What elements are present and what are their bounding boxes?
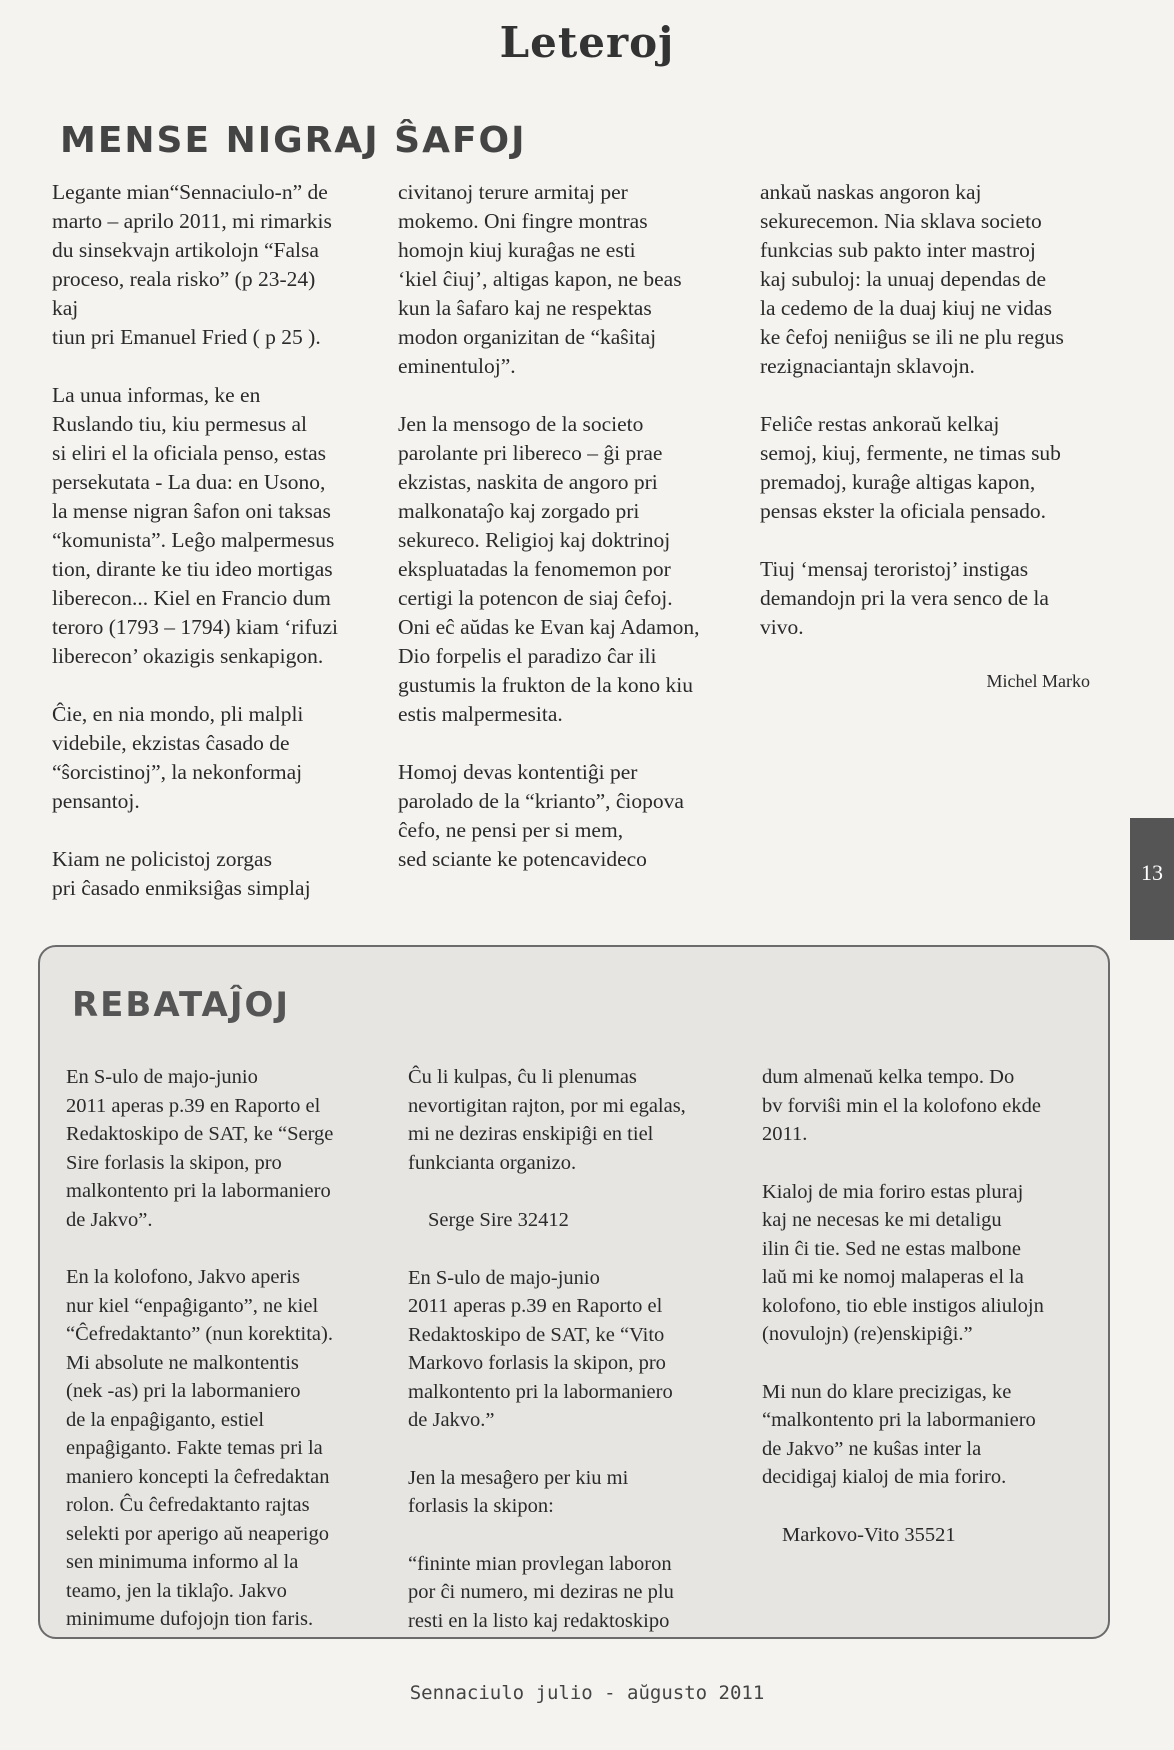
rebatajoj-title: REBATAĴOJ [72,985,291,1025]
article2-column-3 [762,1063,1092,1578]
paragraph: dum almenaŭ kelka tempo. Do bv forviŝi min el la kolofono ekde 2011. [762,1066,1041,1145]
paragraph: Kiam ne policistoj zorgas pri ĉasado enmiksiĝas simplaj [52,847,311,900]
page-number: 13 [1141,860,1163,885]
article2-column-2 [408,1063,738,1664]
article1-column-3 [760,178,1090,696]
paragraph: En la kolofono, Jakvo aperis nur kiel “enpaĝiganto”, ne kiel “Ĉefredaktanto” (nun korektita). Mi absolute ne malkontentis (nek -as) pri la labormaniero de la enpaĝiganto, estiel enpaĝiganto. Fakte temas pri la maniero koncepti la ĉefredaktan rolon. Ĉu ĉefredaktanto rajtas selekti por aperigo aŭ neaperigo sen minimuma informo al la teamo, jen la tiklaĵo. Jakvo minimume dufojojn tion faris. [66,1266,333,1630]
paragraph: Feliĉe restas ankoraŭ kelkaj semoj, kiuj, fermente, ne timas sub premadoj, kuraĝe altigas kapon, pensas ekster la oficiala pensado. [760,412,1061,523]
article2-signature-serge: Serge Sire 32412 [428,1209,569,1231]
page-footer: Sennaciulo julio - aŭgusto 2011 [409,1682,765,1704]
paragraph: En S-ulo de majo-junio 2011 aperas p.39 en Raporto el Redaktoskipo de SAT, ke “Vito Markovo forlasis la skipon, pro malkontento pri la labormaniero de Jakvo.” [408,1266,673,1431]
paragraph: ankaŭ naskas angoron kaj sekurecemon. Nia sklava societo funkcias sub pakto inter mastroj kaj subuloj: la unuaj dependas de la cedemo de la duaj kiuj ne vidas ke ĉefoj neniiĝus se ili ne plu regus rezignaciantajn sklavojn. [760,180,1064,378]
paragraph: Jen la mensogo de la societo parolante pri libereco – ĝi prae ekzistas, naskita de angoro pri malkonataĵo kaj zorgado pri sekureco. Religioj kaj doktrinoj ekspluatadas la fenomemon por certigi la potencon de siaj ĉefoj. Oni eĉ aŭdas ke Evan kaj Adamon, Dio forpelis el paradizo ĉar ili gustumis la frukton de la kono kiu estis malpermesita. [398,412,700,726]
article1-column-2 [398,178,718,903]
paragraph: En S-ulo de majo-junio 2011 aperas p.39 en Raporto el Redaktoskipo de SAT, ke “Serge Sire forlasis la skipon, pro malkontento pri la labormaniero de Jakvo”. [66,1066,334,1231]
article2-column-1 [54,1063,384,1663]
article2-signature-vito: Markovo-Vito 35521 [782,1523,956,1546]
section-title: Leteroj [499,18,675,67]
article1-signature: Michel Marko [986,671,1090,691]
paragraph: Mi nun do klare precizigas, ke “malkontento pri la labormaniero de Jakvo” ne kuŝas inter la decidigaj kialoj de mia foriro. [762,1380,1036,1488]
paragraph: La unua informas, ke en Ruslando tiu, kiu permesus al si eliri el la oficiala penso, estas persekutata - La dua: en Usono, la mense nigran ŝafon oni taksas “komunista”. Leĝo malpermesus tion, dirante ke tiu ideo mortigas liberecon... Kiel en Francio dum teroro (1793 – 1794) kiam ‘rifuzi liberecon’ okazigis senkapigon. [52,383,338,668]
paragraph: Ĉu li kulpas, ĉu li plenumas nevortigitan rajton, por mi egalas, mi ne deziras enskipiĝi en tiel funkcianta organizo. [408,1066,686,1174]
paragraph: Jen la mesaĝero per kiu mi forlasis la skipon: [408,1466,629,1517]
paragraph: Tiuj ‘mensaj teroristoj’ instigas demandojn pri la vera senco de la vivo. [760,557,1049,639]
paragraph: Ĉie, en nia mondo, pli malpli videbile, ekzistas ĉasado de “ŝorcistinoj”, la nekonformaj pensantoj. [52,702,304,813]
paragraph: “fininte mian provlegan laboron por ĉi numero, mi deziras ne plu resti en la listo kaj redaktoskipo [408,1552,674,1632]
paragraph: Legante mian“Sennaciulo-n” de marto – aprilo 2011, mi rimarkis du sinsekvajn artikolojn “Falsa proceso, reala risko” (p 23-24) kaj tiun pri Emanuel Fried ( p 25 ). [52,180,332,349]
paragraph: Kialoj de mia foriro estas pluraj kaj ne necesas ke mi detaligu ilin ĉi tie. Sed ne estas malbone laŭ mi ke nomoj malaperas el la kolofono, tio eble instigos aliulojn (novulojn) (re)enskipiĝi.” [762,1180,1044,1345]
paragraph: Homoj devas kontentiĝi per parolado de la “krianto”, ĉiopova ĉefo, ne pensi per si mem, sed sciante ke potencavideco [398,760,684,871]
page-number-tab [1130,818,1174,940]
paragraph: civitanoj terure armitaj per mokemo. Oni fingre montras homojn kiuj kuraĝas ne esti ‘kiel ĉiuj’, altigas kapon, ne beas kun la ŝafaro kaj ne respektas modon organizitan de “kaŝitaj eminentuloj”. [398,180,682,378]
article-title: MENSE NIGRAJ ŜAFOJ [60,120,527,161]
article1-column-1 [40,178,340,932]
